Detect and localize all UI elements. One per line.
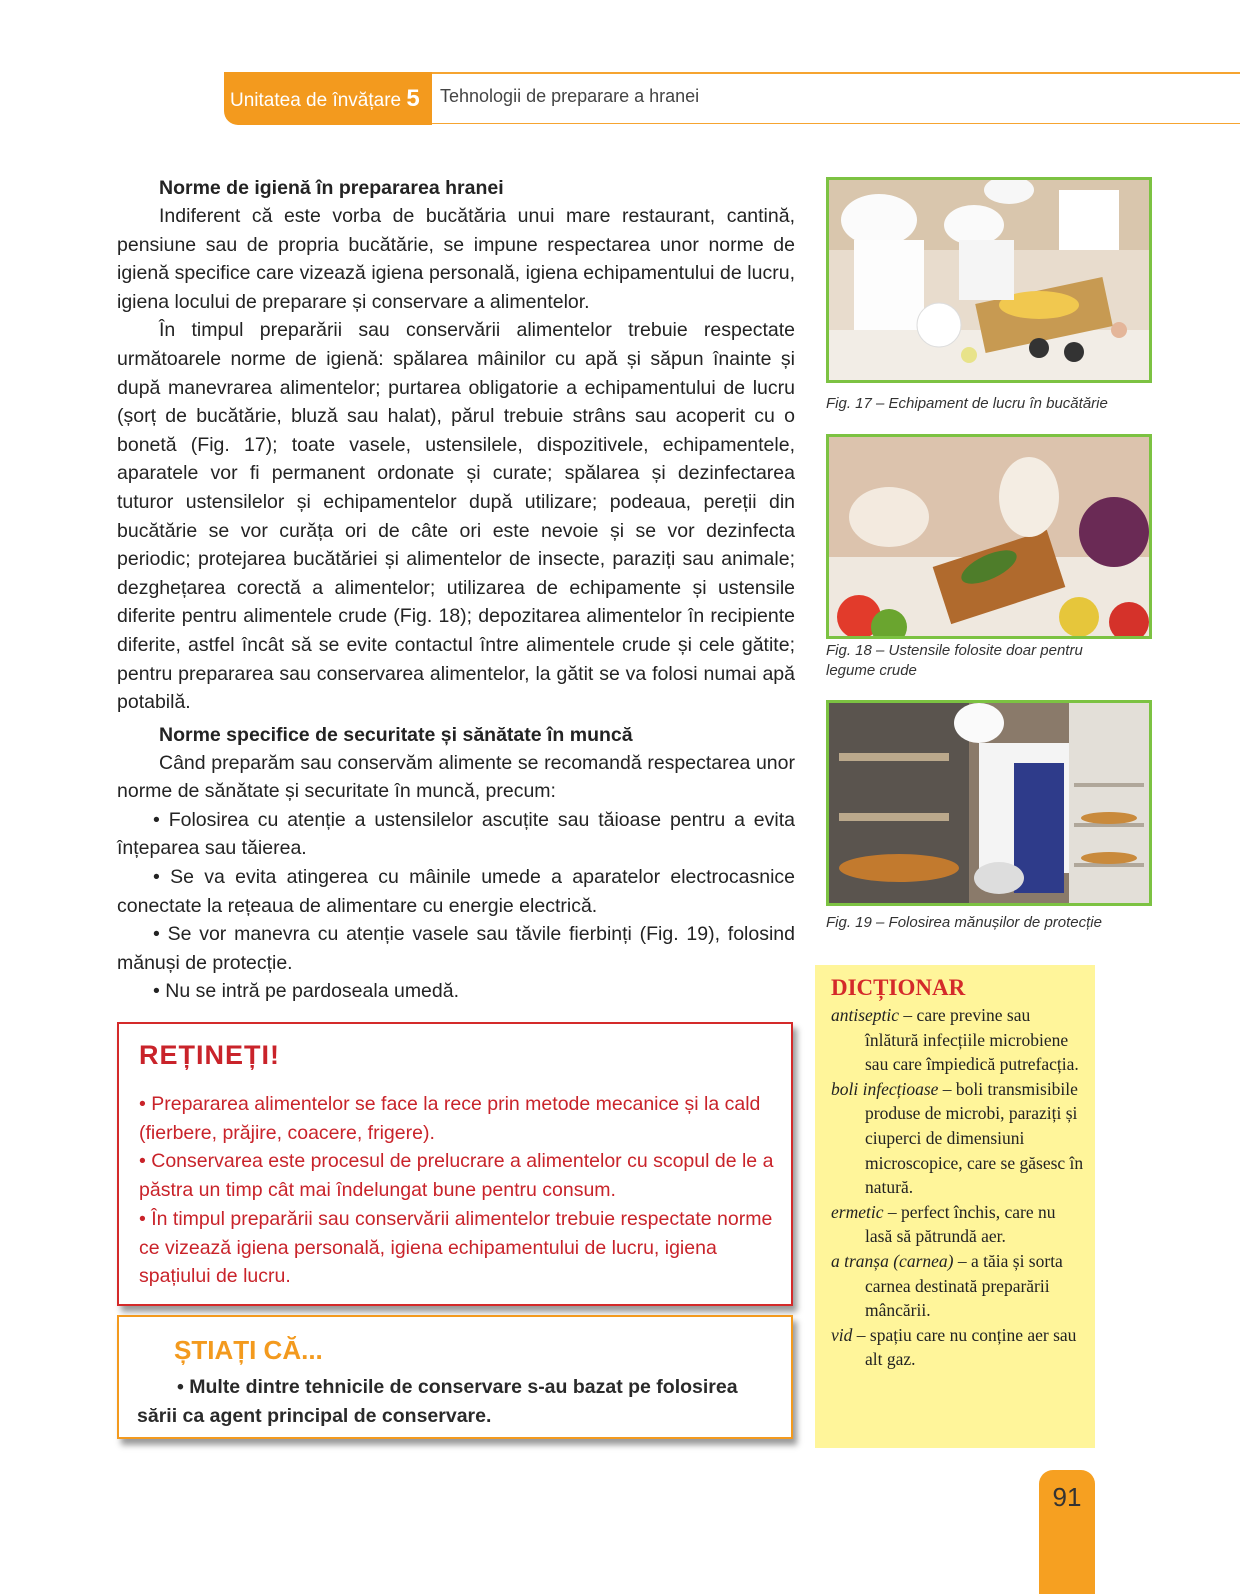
did-you-know-box: [117, 1315, 793, 1439]
heading-hygiene: Norme de igienă în prepararea hranei: [159, 177, 504, 199]
heading-safety: Norme specifice de securitate și sănătate în muncă: [159, 723, 633, 746]
paragraph: Când preparăm sau conservăm alimente se recomandă respectarea unor norme de sănătate și securitate în muncă, precum:: [117, 751, 795, 803]
dictionary-term: vid: [831, 1324, 853, 1345]
dictionary-definition: – boli transmisibile produse de microbi, paraziți și ciuperci de dimensiuni microscopice, care se găsesc în natură.: [865, 1078, 1084, 1198]
remember-item: • Conservarea este procesul de prelucrare a alimentelor cu scopul de le a păstra un timp cât mai îndelungat bune pentru consum.: [139, 1150, 774, 1202]
did-you-know-title: ȘTIAȚI CĂ...: [174, 1335, 323, 1365]
figure-19-photo: [826, 700, 1152, 906]
figure-18-caption: Fig. 18 – Ustensile folosite doar pentru legume crude: [826, 642, 1083, 679]
dictionary-definition: – perfect închis, care nu lasă să pătrundă aer.: [865, 1201, 1056, 1247]
dictionary-entry: [831, 1323, 1085, 1372]
dictionary-definition: – spațiu care nu conține aer sau alt gaz.: [852, 1324, 1077, 1370]
unit-tab: [224, 72, 432, 125]
bullet-item: • Se vor manevra cu atenție vasele sau tăvile fierbinți (Fig. 19), folosind mănuși de protecție.: [117, 923, 795, 974]
paragraph: În timpul preparării sau conservării alimentelor trebuie respectate următoarele norme de igienă: spălarea mâinilor cu apă și săpun înainte și după manevrarea alimentelor; purtarea obligatorie a echipamentului de lucru (șorț de bucătărie, bluză sau halat), părul trebuie strâns sau acoperit cu o bonetă (Fig. 17); toate vasele, ustensilele, dispozitivele, echipamentele, aparatele vor fi permanent ordonate și curate; spălarea și dezinfectarea tuturor ustensilelor și echipamentelor după utilizare; podeaua, pereții din bucătărie se vor curăța ori de câte ori este nevoie și se vor dezinfecta periodic; protejarea bucătăriei și alimentelor de insecte, paraziți sau animale; dezghețarea corectă a alimentelor; utilizarea de echipamente și ustensile diferite pentru alimentele crude (Fig. 18); depozitarea alimentelor în recipiente diferite, astfel încât să se evite contactul între alimentele crude și cele gătite; pentru prepararea sau conservarea alimentelor, la gătit se va folosi numai apă potabilă.: [117, 319, 795, 714]
remember-title: REȚINEȚI!: [139, 1040, 280, 1070]
dictionary-box: [815, 965, 1095, 1448]
dictionary-entry: [831, 1077, 1085, 1200]
dictionary-entry: [831, 1200, 1085, 1249]
figure-19-caption: Fig. 19 – Folosirea mănușilor de protecție: [826, 914, 1102, 931]
unit-number: 5: [406, 85, 420, 112]
dictionary-entry: [831, 1003, 1085, 1077]
remember-item: • În timpul preparării sau conservării alimentelor trebuie respectate norme ce vizează igiena personală, igiena echipamentului de lucru, igiena spațiului de lucru.: [139, 1207, 773, 1288]
remember-item: • Prepararea alimentelor se face la rece prin metode mecanice și la cald (fierbere, prăjire, coacere, frigere).: [139, 1093, 761, 1144]
did-you-know-text: • Multe dintre tehnicile de conservare s-au bazat pe folosirea sării ca agent principal de conservare.: [137, 1376, 738, 1427]
bullet-item: • Nu se intră pe pardoseala umedă.: [153, 980, 460, 1003]
page-number: 91: [1039, 1470, 1095, 1594]
dictionary-term: boli infecțioase: [831, 1078, 939, 1099]
header-rule-top: [428, 72, 1240, 74]
paragraph: Indiferent că este vorba de bucătăria unui mare restaurant, cantină, pensiune sau de propria bucătărie, se impune respectarea unor norme de igienă specifice care vizează igiena personală, igiena echipamentului de lucru, igiena locului de preparare și conservare a alimentelor.: [117, 205, 795, 313]
figure-17-photo: [826, 177, 1152, 383]
main-text: [117, 174, 795, 1006]
dictionary-entry: [831, 1249, 1085, 1323]
figure-17-caption: Fig. 17 – Echipament de lucru în bucătărie: [826, 395, 1108, 412]
bullet-item: • Se va evita atingerea cu mâinile umede a aparatelor electrocasnice conectate la rețeaua de alimentare cu energie electrică.: [117, 866, 795, 917]
dictionary-term: antiseptic: [831, 1005, 900, 1025]
remember-box: [117, 1022, 793, 1306]
bullet-item: • Folosirea cu atenție a ustensilelor ascuțite sau tăioase pentru a evita înțeparea sau tăierea.: [117, 808, 795, 860]
dictionary-term: ermetic: [831, 1201, 884, 1222]
dictionary-definition: – a tăia și sorta carnea destinată preparării mâncării.: [865, 1250, 1063, 1321]
header-rule-bottom: [428, 123, 1240, 124]
remember-list: [139, 1090, 775, 1291]
dictionary-term: a tranșa (carnea): [831, 1250, 954, 1271]
dictionary-title: DICȚIONAR: [831, 975, 966, 1000]
figure-18-photo: [826, 434, 1152, 639]
unit-label: Unitatea de învățare: [230, 90, 402, 111]
unit-title: Tehnologii de preparare a hranei: [440, 86, 700, 106]
dictionary-definition: – care previne sau înlătură infecțiile microbiene sau care împiedică putrefacția.: [865, 1005, 1079, 1075]
